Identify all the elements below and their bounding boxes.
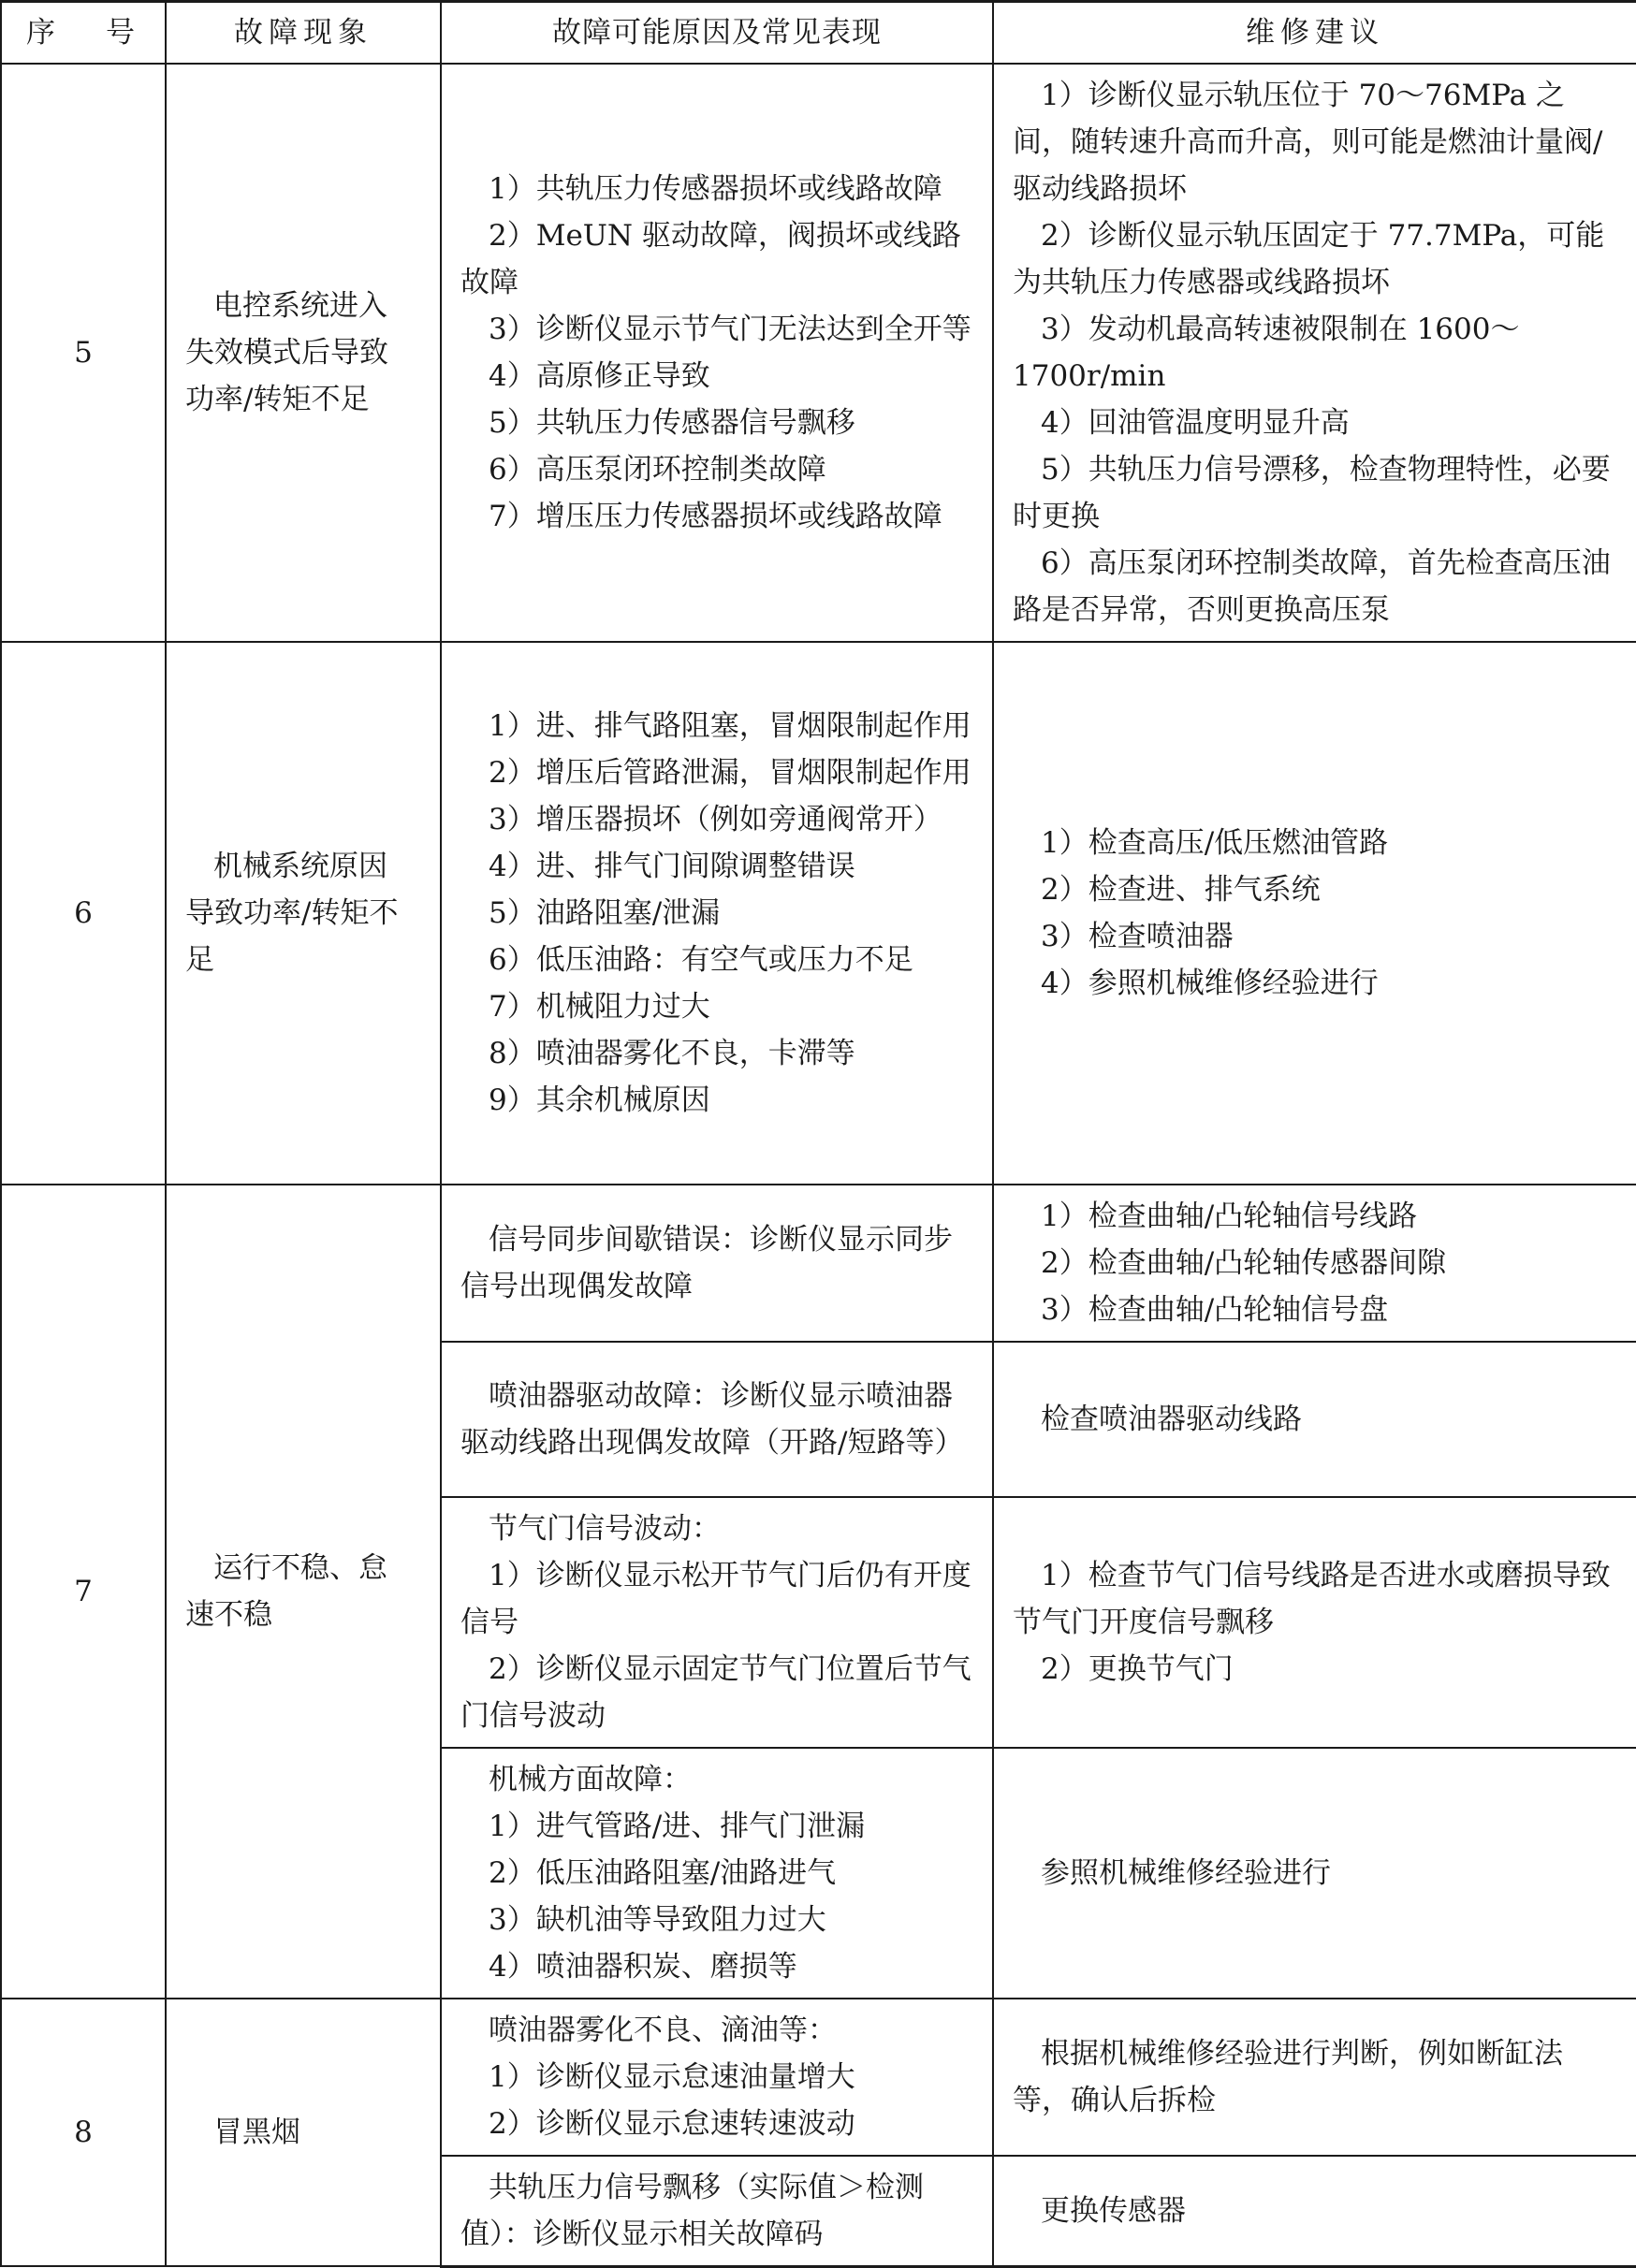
advice-line: 3）检查喷油器 <box>1041 919 1234 953</box>
cause-line: 3）诊断仪显示节气门无法达到全开等 <box>489 312 971 346</box>
cause-line: 机械方面故障： <box>489 1762 692 1796</box>
cause-line: 1）诊断仪显示怠速油量增大 <box>489 2059 855 2094</box>
cause-line: 1）诊断仪显示松开节气门后仍有开度信号 <box>460 1558 971 1639</box>
row-serial-number: 7 <box>1 1185 166 1999</box>
row-advice-cell <box>993 1342 1636 1497</box>
cause-line: 8）喷油器雾化不良，卡滞等 <box>489 1036 855 1070</box>
cause-line: 2）增压后管路泄漏，冒烟限制起作用 <box>489 755 971 790</box>
table-row <box>1 64 1636 642</box>
advice-line: 根据机械维修经验进行判断，例如断缸法等，确认后拆检 <box>1013 2036 1563 2117</box>
cause-line: 6）高压泵闭环控制类故障 <box>489 452 826 487</box>
advice-line: 4）回油管温度明显升高 <box>1041 405 1350 440</box>
header-serial-number <box>1 2 166 64</box>
row-serial-number: 6 <box>1 642 166 1185</box>
header-fault-symptom: 故障现象 <box>166 2 441 64</box>
cause-line: 7）增压压力传感器损坏或线路故障 <box>489 499 942 533</box>
cause-line: 2）诊断仪显示怠速转速波动 <box>489 2106 855 2141</box>
cause-line: 3）增压器损坏（例如旁通阀常开） <box>489 802 942 836</box>
table-row <box>1 1999 1636 2156</box>
cause-line: 6）低压油路：有空气或压力不足 <box>489 942 913 977</box>
symptom-text: 电控系统进入失效模式后导致功率/转矩不足 <box>185 288 388 416</box>
advice-line: 3）检查曲轴/凸轮轴信号盘 <box>1041 1292 1389 1327</box>
advice-line: 检查喷油器驱动线路 <box>1041 1402 1302 1436</box>
row-advice-cell <box>993 1497 1636 1748</box>
cause-line: 5）油路阻塞/泄漏 <box>489 895 721 930</box>
cause-line: 2）MeUN 驱动故障，阀损坏或线路故障 <box>460 218 961 299</box>
cause-line: 喷油器驱动故障：诊断仪显示喷油器驱动线路出现偶发故障（开路/短路等） <box>460 1378 964 1460</box>
advice-line: 6）高压泵闭环控制类故障，首先检查高压油路是否异常，否则更换高压泵 <box>1013 545 1611 627</box>
cause-line: 2）低压油路阻塞/油路进气 <box>489 1855 837 1890</box>
advice-line: 4）参照机械维修经验进行 <box>1041 966 1379 1000</box>
advice-line: 1）诊断仪显示轨压位于 70～76MPa 之间，随转速升高而升高，则可能是燃油计量阀/驱动线路损坏 <box>1013 78 1603 206</box>
advice-line: 5）共轨压力信号漂移，检查物理特性，必要时更换 <box>1013 452 1611 533</box>
row-cause-cell <box>441 1748 993 1999</box>
header-serial-char-2: 号 <box>106 15 140 50</box>
row-advice-cell <box>993 64 1636 642</box>
advice-line: 1）检查高压/低压燃油管路 <box>1041 825 1389 860</box>
row-cause-cell <box>441 2156 993 2267</box>
row-serial-number: 8 <box>1 1999 166 2267</box>
symptom-text: 机械系统原因导致功率/转矩不足 <box>185 849 399 977</box>
row-symptom <box>166 64 441 642</box>
row-cause-cell <box>441 1342 993 1497</box>
advice-line: 2）检查曲轴/凸轮轴传感器间隙 <box>1041 1245 1447 1280</box>
cause-line: 5）共轨压力传感器信号飘移 <box>489 405 855 440</box>
advice-line: 3）发动机最高转速被限制在 1600～1700r/min <box>1013 312 1520 393</box>
row-symptom <box>166 1185 441 1999</box>
advice-line: 1）检查曲轴/凸轮轴信号线路 <box>1041 1199 1418 1233</box>
row-symptom <box>166 642 441 1185</box>
cause-line: 1）共轨压力传感器损坏或线路故障 <box>489 171 942 206</box>
advice-line: 2）诊断仪显示轨压固定于 77.7MPa，可能为共轨压力传感器或线路损坏 <box>1013 218 1605 299</box>
row-cause-cell <box>441 642 993 1185</box>
advice-line: 更换传感器 <box>1041 2193 1186 2228</box>
row-cause-cell <box>441 64 993 642</box>
cause-line: 节气门信号波动： <box>489 1511 721 1546</box>
row-symptom <box>166 1999 441 2267</box>
cause-line: 7）机械阻力过大 <box>489 989 710 1024</box>
cause-line: 9）其余机械原因 <box>489 1083 710 1117</box>
symptom-text: 运行不稳、怠速不稳 <box>185 1550 387 1632</box>
row-cause-cell <box>441 1185 993 1342</box>
cause-line: 共轨压力信号飘移（实际值＞检测值）：诊断仪显示相关故障码 <box>460 2170 924 2251</box>
cause-line: 信号同步间歇错误：诊断仪显示同步信号出现偶发故障 <box>460 1222 953 1303</box>
header-fault-cause: 故障可能原因及常见表现 <box>441 2 993 64</box>
table-row <box>1 1185 1636 1342</box>
row-advice-cell <box>993 2156 1636 2267</box>
row-advice-cell <box>993 1999 1636 2156</box>
advice-line: 2）更换节气门 <box>1041 1651 1234 1686</box>
cause-line: 3）缺机油等导致阻力过大 <box>489 1902 826 1937</box>
row-serial-number: 5 <box>1 64 166 642</box>
advice-line: 1）检查节气门信号线路是否进水或磨损导致节气门开度信号飘移 <box>1013 1558 1611 1639</box>
cause-line: 4）高原修正导致 <box>489 358 710 393</box>
row-advice-cell <box>993 1185 1636 1342</box>
table-header-row <box>1 2 1636 64</box>
row-advice-cell <box>993 642 1636 1185</box>
row-cause-cell <box>441 1999 993 2156</box>
header-serial-char-1: 序 <box>26 15 61 50</box>
advice-line: 2）检查进、排气系统 <box>1041 872 1321 907</box>
row-advice-cell <box>993 1748 1636 1999</box>
cause-line: 1）进气管路/进、排气门泄漏 <box>489 1809 866 1843</box>
cause-line: 2）诊断仪显示固定节气门位置后节气门信号波动 <box>460 1651 971 1733</box>
table-row <box>1 642 1636 1185</box>
cause-line: 1）进、排气路阻塞，冒烟限制起作用 <box>489 708 971 743</box>
cause-line: 4）进、排气门间隙调整错误 <box>489 849 855 883</box>
advice-line: 参照机械维修经验进行 <box>1041 1855 1331 1890</box>
header-repair-advice: 维修建议 <box>993 2 1636 64</box>
cause-line: 4）喷油器积炭、磨损等 <box>489 1949 797 1984</box>
cause-line: 喷油器雾化不良、滴油等： <box>489 2013 837 2047</box>
symptom-text: 冒黑烟 <box>213 2115 300 2149</box>
row-cause-cell <box>441 1497 993 1748</box>
